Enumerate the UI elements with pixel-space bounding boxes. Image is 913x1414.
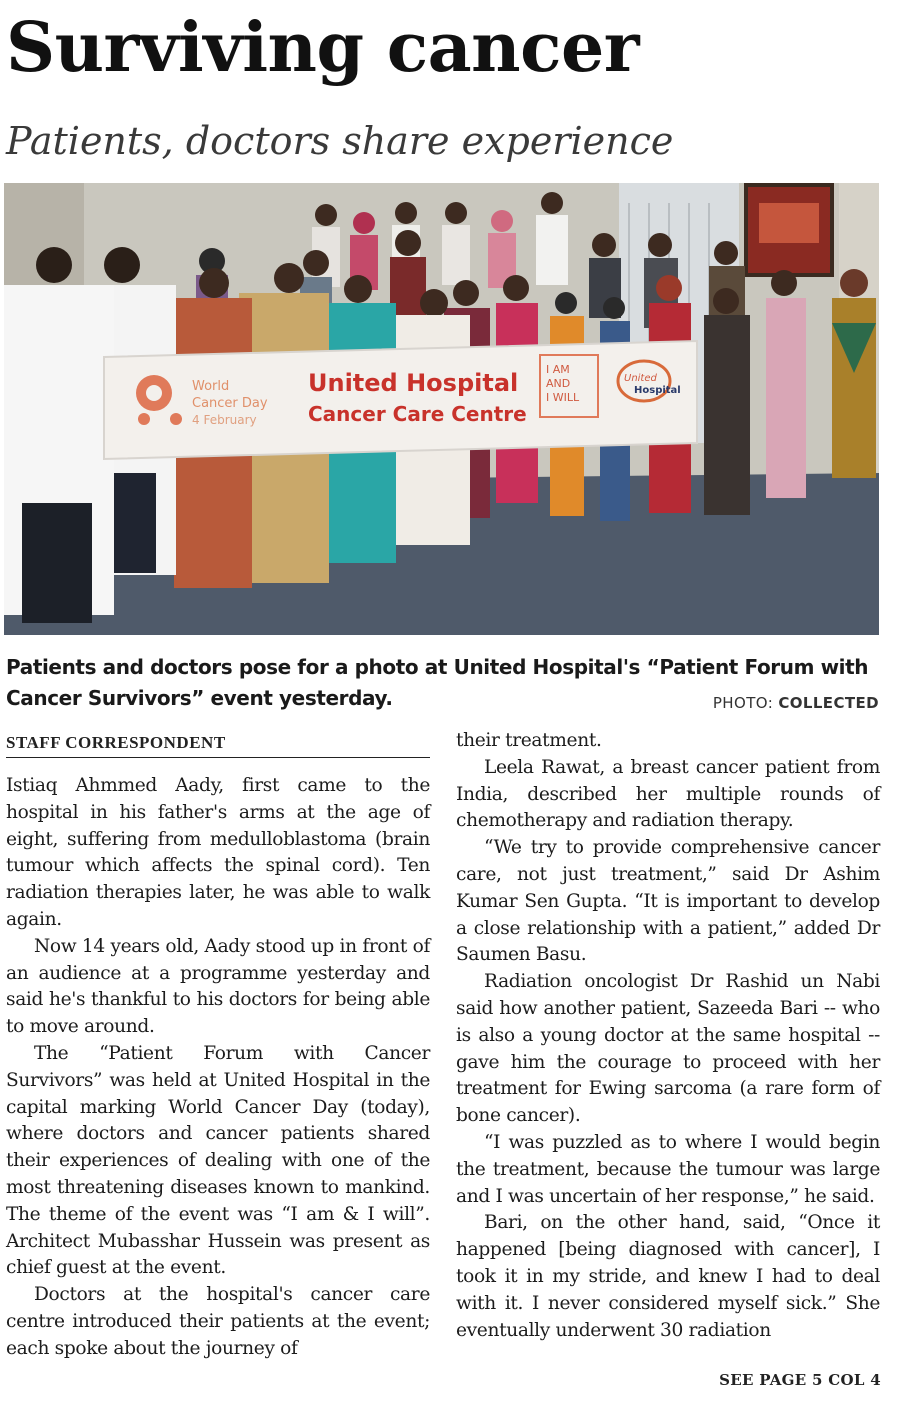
- banner-world-text: World: [192, 379, 230, 394]
- headline: Surviving cancer: [6, 8, 640, 88]
- paragraph-continuation: their treatment.: [456, 730, 602, 751]
- continuation-jump: SEE PAGE 5 COL 4: [719, 1371, 881, 1389]
- photo-caption: Patients and doctors pose for a photo at United Hospital's “Patient Forum with Cancer Survivors” event yesterday.: [6, 655, 869, 710]
- banner-slogan-line3: I WILL: [546, 391, 580, 404]
- photo-credit-source: COLLECTED: [778, 694, 879, 712]
- article-column-1: [6, 773, 430, 1363]
- subheadline: Patients, doctors share experience: [6, 119, 674, 163]
- banner-cancer-day-text: Cancer Day: [192, 396, 268, 411]
- paragraph: Istiaq Ahmmed Aady, first came to the hospital in his father's arms at the age of eight, suffering from medulloblastoma (brain tumour which affects the spinal cord). Ten radiation therapies later, he was able to walk again.: [6, 775, 430, 930]
- paragraph: Leela Rawat, a breast cancer patient from India, described her multiple rounds of chemotherapy and radiation therapy.: [456, 756, 880, 832]
- paragraph: “We try to provide comprehensive cancer care, not just treatment,” said Dr Ashim Kumar Sen Gupta. “It is important to develop a close relationship with a patient,” added Dr Saumen Basu.: [456, 837, 880, 966]
- banner-slogan-line1: I AM: [546, 363, 570, 376]
- article-column-2: [456, 728, 880, 1344]
- byline-divider: [6, 757, 430, 758]
- photo-credit-label: PHOTO:: [712, 694, 774, 712]
- banner-logo-text2: Hospital: [634, 385, 681, 396]
- paragraph: Now 14 years old, Aady stood up in front of an audience at a programme yesterday and said he's thankful to his doctors for being able to move around.: [6, 935, 430, 1038]
- paragraph: Bari, on the other hand, said, “Once it happened [being diagnosed with cancer], I took it in my stride, and knew I had to deal with it. I never considered myself sick.” She eventually underwent 30 radiation: [456, 1212, 880, 1341]
- banner-slogan-line2: AND: [546, 377, 571, 390]
- banner-date-text: 4 February: [192, 413, 257, 427]
- banner-hospital-name: United Hospital: [308, 369, 519, 397]
- photo-credit: [713, 694, 879, 712]
- paragraph: The “Patient Forum with Cancer Survivors” was held at United Hospital in the capital marking World Cancer Day (today), where doctors and cancer patients shared their experiences of dealing with one of the most threatening diseases known to mankind. The theme of the event was “I am & I will”. Architect Mubasshar Hussein was present as chief guest at the event.: [6, 1042, 430, 1279]
- byline: STAFF CORRESPONDENT: [6, 733, 226, 752]
- banner-centre-name: Cancer Care Centre: [308, 402, 527, 426]
- banner-logo-text1: United: [624, 373, 657, 384]
- paragraph: Radiation oncologist Dr Rashid un Nabi said how another patient, Sazeeda Bari -- who is also a young doctor at the same hospital -- gave him the courage to proceed with her treatment for Ewing sarcoma (a rare form of bone cancer).: [456, 971, 880, 1127]
- event-banner: [104, 341, 697, 459]
- event-photo: [4, 183, 879, 635]
- paragraph: Doctors at the hospital's cancer care centre introduced their patients at the event; each spoke about the journey of: [6, 1284, 430, 1359]
- paragraph: “I was puzzled as to where I would begin the treatment, because the tumour was large and I was uncertain of her response,” he said.: [456, 1131, 880, 1207]
